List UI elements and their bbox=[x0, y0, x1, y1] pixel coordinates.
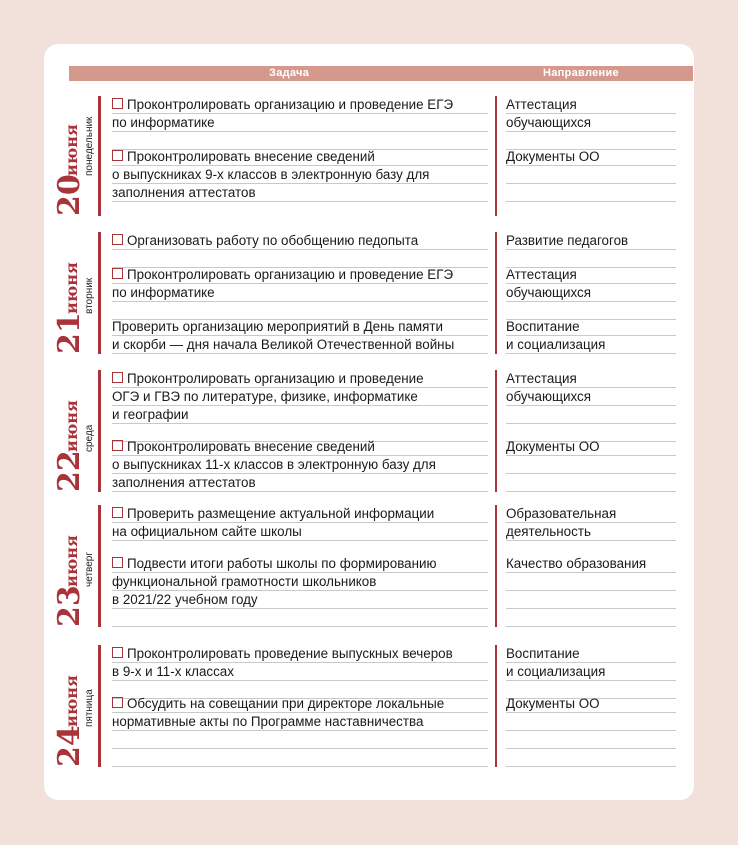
column-separator bbox=[495, 370, 497, 492]
ruled-line bbox=[506, 522, 676, 523]
ruled-line bbox=[112, 662, 488, 663]
task-line-text: и географии bbox=[112, 407, 189, 422]
direction-text bbox=[506, 266, 686, 302]
task-line bbox=[112, 555, 492, 573]
ruled-line bbox=[506, 712, 676, 713]
date-rotated bbox=[52, 645, 98, 767]
task-line-text: в 2021/22 учебном году bbox=[112, 592, 258, 607]
ruled-line bbox=[506, 572, 676, 573]
task-text bbox=[112, 645, 492, 681]
ruled-line bbox=[506, 455, 676, 456]
task-line bbox=[112, 266, 492, 284]
task-line-text: Проконтролировать организацию и проведение bbox=[127, 371, 424, 386]
ruled-line bbox=[112, 423, 488, 424]
ruled-line bbox=[506, 405, 676, 406]
ruled-line bbox=[506, 249, 676, 250]
date-label bbox=[52, 645, 98, 767]
date-text bbox=[52, 238, 98, 354]
direction-text bbox=[506, 148, 686, 166]
task-line bbox=[112, 456, 492, 474]
ruled-line bbox=[506, 662, 676, 663]
ruled-line bbox=[112, 473, 488, 474]
task-line-text: по информатике bbox=[112, 115, 215, 130]
direction-line: Качество образования bbox=[506, 556, 647, 571]
ruled-line bbox=[112, 301, 488, 302]
date-bar bbox=[98, 232, 101, 354]
day-block bbox=[52, 505, 700, 627]
ruled-line bbox=[112, 491, 488, 492]
task-line-text: Проконтролировать организацию и проведение ЕГЭ bbox=[127, 267, 454, 282]
date-month: июня bbox=[62, 400, 81, 452]
date-rotated bbox=[52, 370, 98, 492]
date-label bbox=[52, 505, 98, 627]
task-line bbox=[112, 573, 492, 591]
ruled-line bbox=[506, 183, 676, 184]
task-line bbox=[112, 318, 492, 336]
task-line bbox=[112, 370, 492, 388]
task-line-text: и скорби — дня начала Великой Отечественной войны bbox=[112, 337, 455, 352]
date-bar bbox=[98, 505, 101, 627]
task-checkbox[interactable] bbox=[112, 697, 123, 708]
date-month: июня bbox=[62, 262, 81, 314]
ruled-line bbox=[506, 608, 676, 609]
date-bar bbox=[98, 96, 101, 216]
direction-text bbox=[506, 438, 686, 456]
ruled-line bbox=[112, 201, 488, 202]
task-line-text: Подвести итоги работы школы по формированию bbox=[127, 556, 437, 571]
task-text bbox=[112, 438, 492, 492]
task-text bbox=[112, 266, 492, 302]
ruled-line bbox=[112, 540, 488, 541]
date-bar bbox=[98, 370, 101, 492]
ruled-line bbox=[112, 766, 488, 767]
ruled-line bbox=[112, 283, 488, 284]
ruled-line bbox=[112, 113, 488, 114]
date-bar bbox=[98, 645, 101, 767]
direction-line: и социализация bbox=[506, 664, 606, 679]
ruled-line bbox=[506, 201, 676, 202]
day-block bbox=[52, 232, 700, 354]
ruled-line bbox=[506, 473, 676, 474]
ruled-line bbox=[112, 353, 488, 354]
direction-text bbox=[506, 695, 686, 713]
task-text bbox=[112, 695, 492, 731]
direction-line: обучающихся bbox=[506, 115, 591, 130]
ruled-line bbox=[506, 766, 676, 767]
direction-line: обучающихся bbox=[506, 285, 591, 300]
date-rotated bbox=[52, 505, 98, 627]
direction-text bbox=[506, 505, 686, 541]
ruled-line bbox=[112, 522, 488, 523]
date-month: июня bbox=[62, 675, 81, 727]
date-weekday: четверг bbox=[84, 552, 95, 587]
direction-line: обучающихся bbox=[506, 389, 591, 404]
task-line-text: функциональной грамотности школьников bbox=[112, 574, 377, 589]
ruled-line bbox=[506, 491, 676, 492]
task-checkbox[interactable] bbox=[112, 234, 123, 245]
ruled-line bbox=[112, 730, 488, 731]
date-number: 24 bbox=[52, 725, 87, 767]
date-label bbox=[52, 96, 98, 216]
ruled-line bbox=[506, 748, 676, 749]
column-separator bbox=[495, 645, 497, 767]
direction-text bbox=[506, 96, 686, 132]
direction-text bbox=[506, 645, 686, 681]
task-line bbox=[112, 695, 492, 713]
task-line-text: Обсудить на совещании при директоре локальные bbox=[127, 696, 445, 711]
task-line bbox=[112, 713, 492, 731]
date-weekday: понедельник bbox=[84, 116, 95, 176]
day-block bbox=[52, 96, 700, 216]
ruled-line bbox=[506, 301, 676, 302]
task-line bbox=[112, 406, 492, 424]
direction-line: Документы ОО bbox=[506, 149, 600, 164]
ruled-line bbox=[112, 131, 488, 132]
task-line-text: заполнения аттестатов bbox=[112, 185, 256, 200]
direction-text bbox=[506, 318, 686, 354]
task-line-text: Проконтролировать внесение сведений bbox=[127, 149, 375, 164]
ruled-line bbox=[112, 387, 488, 388]
date-label bbox=[52, 370, 98, 492]
date-number: 20 bbox=[52, 174, 87, 216]
ruled-line bbox=[112, 335, 488, 336]
task-line bbox=[112, 663, 492, 681]
ruled-line bbox=[112, 626, 488, 627]
ruled-line bbox=[506, 283, 676, 284]
task-checkbox[interactable] bbox=[112, 507, 123, 518]
direction-line: Аттестация bbox=[506, 371, 577, 386]
ruled-line bbox=[506, 335, 676, 336]
ruled-line bbox=[506, 113, 676, 114]
date-number: 22 bbox=[52, 450, 87, 492]
ruled-line bbox=[112, 590, 488, 591]
task-line bbox=[112, 284, 492, 302]
direction-line: Образовательная bbox=[506, 506, 617, 521]
header-task: Задача bbox=[269, 67, 310, 79]
task-line-text: ОГЭ и ГВЭ по литературе, физике, информатике bbox=[112, 389, 418, 404]
day-block bbox=[52, 370, 700, 492]
direction-line: и социализация bbox=[506, 337, 606, 352]
task-line bbox=[112, 474, 492, 492]
ruled-line bbox=[112, 183, 488, 184]
task-line bbox=[112, 645, 492, 663]
date-text bbox=[52, 511, 98, 627]
ruled-line bbox=[506, 590, 676, 591]
task-line bbox=[112, 166, 492, 184]
task-line bbox=[112, 591, 492, 609]
task-line bbox=[112, 336, 492, 354]
date-weekday: вторник bbox=[84, 277, 95, 314]
ruled-line bbox=[506, 165, 676, 166]
task-line-text: о выпускниках 9-х классов в электронную базу для bbox=[112, 167, 430, 182]
column-separator bbox=[495, 96, 497, 216]
direction-line: Документы ОО bbox=[506, 696, 600, 711]
task-checkbox[interactable] bbox=[112, 98, 123, 109]
task-checkbox[interactable] bbox=[112, 647, 123, 658]
date-text bbox=[52, 376, 98, 492]
task-checkbox[interactable] bbox=[112, 557, 123, 568]
ruled-line bbox=[506, 423, 676, 424]
date-weekday: пятница bbox=[84, 689, 95, 727]
direction-line: Воспитание bbox=[506, 319, 580, 334]
ruled-line bbox=[112, 249, 488, 250]
task-line-text: Проконтролировать внесение сведений bbox=[127, 439, 375, 454]
direction-line: Документы ОО bbox=[506, 439, 600, 454]
task-text bbox=[112, 555, 492, 609]
task-text bbox=[112, 370, 492, 424]
date-text bbox=[52, 102, 98, 216]
day-block bbox=[52, 645, 700, 767]
task-line-text: Проверить организацию мероприятий в День памяти bbox=[112, 319, 443, 334]
column-separator bbox=[495, 505, 497, 627]
direction-line: деятельность bbox=[506, 524, 591, 539]
ruled-line bbox=[506, 353, 676, 354]
ruled-line bbox=[112, 748, 488, 749]
date-month: июня bbox=[62, 124, 81, 176]
task-line bbox=[112, 523, 492, 541]
task-checkbox[interactable] bbox=[112, 372, 123, 383]
date-text bbox=[52, 651, 98, 767]
task-line-text: нормативные акты по Программе наставничества bbox=[112, 714, 424, 729]
ruled-line bbox=[506, 680, 676, 681]
ruled-line bbox=[506, 387, 676, 388]
task-line bbox=[112, 96, 492, 114]
task-checkbox[interactable] bbox=[112, 268, 123, 279]
task-line-text: заполнения аттестатов bbox=[112, 475, 256, 490]
direction-line: Воспитание bbox=[506, 646, 580, 661]
ruled-line bbox=[112, 455, 488, 456]
task-line-text: на официальном сайте школы bbox=[112, 524, 302, 539]
task-checkbox[interactable] bbox=[112, 440, 123, 451]
ruled-line bbox=[506, 626, 676, 627]
direction-line: Аттестация bbox=[506, 267, 577, 282]
date-label bbox=[52, 232, 98, 354]
task-line bbox=[112, 232, 492, 250]
task-line-text: Проверить размещение актуальной информации bbox=[127, 506, 435, 521]
table-header bbox=[69, 66, 693, 81]
ruled-line bbox=[112, 608, 488, 609]
direction-line: Аттестация bbox=[506, 97, 577, 112]
task-text bbox=[112, 318, 492, 354]
date-month: июня bbox=[62, 535, 81, 587]
task-line bbox=[112, 148, 492, 166]
task-line-text: по информатике bbox=[112, 285, 215, 300]
task-text bbox=[112, 148, 492, 202]
ruled-line bbox=[112, 680, 488, 681]
ruled-line bbox=[506, 540, 676, 541]
date-rotated bbox=[52, 232, 98, 354]
direction-text bbox=[506, 232, 686, 250]
task-text bbox=[112, 505, 492, 541]
task-line bbox=[112, 505, 492, 523]
task-line-text: Организовать работу по обобщению педопыта bbox=[127, 233, 419, 248]
task-checkbox[interactable] bbox=[112, 150, 123, 161]
ruled-line bbox=[112, 572, 488, 573]
ruled-line bbox=[112, 712, 488, 713]
direction-text bbox=[506, 370, 686, 406]
task-line-text: Проконтролировать организацию и проведение ЕГЭ bbox=[127, 97, 454, 112]
column-separator bbox=[495, 232, 497, 354]
date-rotated bbox=[52, 96, 98, 216]
task-line-text: Проконтролировать проведение выпускных вечеров bbox=[127, 646, 453, 661]
date-number: 23 bbox=[52, 585, 87, 627]
task-line-text: о выпускниках 11-х классов в электронную базу для bbox=[112, 457, 436, 472]
ruled-line bbox=[112, 405, 488, 406]
ruled-line bbox=[112, 165, 488, 166]
ruled-line bbox=[506, 131, 676, 132]
date-weekday: среда bbox=[84, 424, 95, 452]
ruled-line bbox=[506, 730, 676, 731]
direction-text bbox=[506, 555, 686, 573]
task-text bbox=[112, 96, 492, 132]
task-line-text: в 9-х и 11-х классах bbox=[112, 664, 234, 679]
task-line bbox=[112, 438, 492, 456]
task-line bbox=[112, 114, 492, 132]
task-line bbox=[112, 388, 492, 406]
task-text bbox=[112, 232, 492, 250]
header-direction: Направление bbox=[543, 67, 619, 79]
direction-line: Развитие педагогов bbox=[506, 233, 629, 248]
task-line bbox=[112, 184, 492, 202]
date-number: 21 bbox=[52, 312, 87, 354]
